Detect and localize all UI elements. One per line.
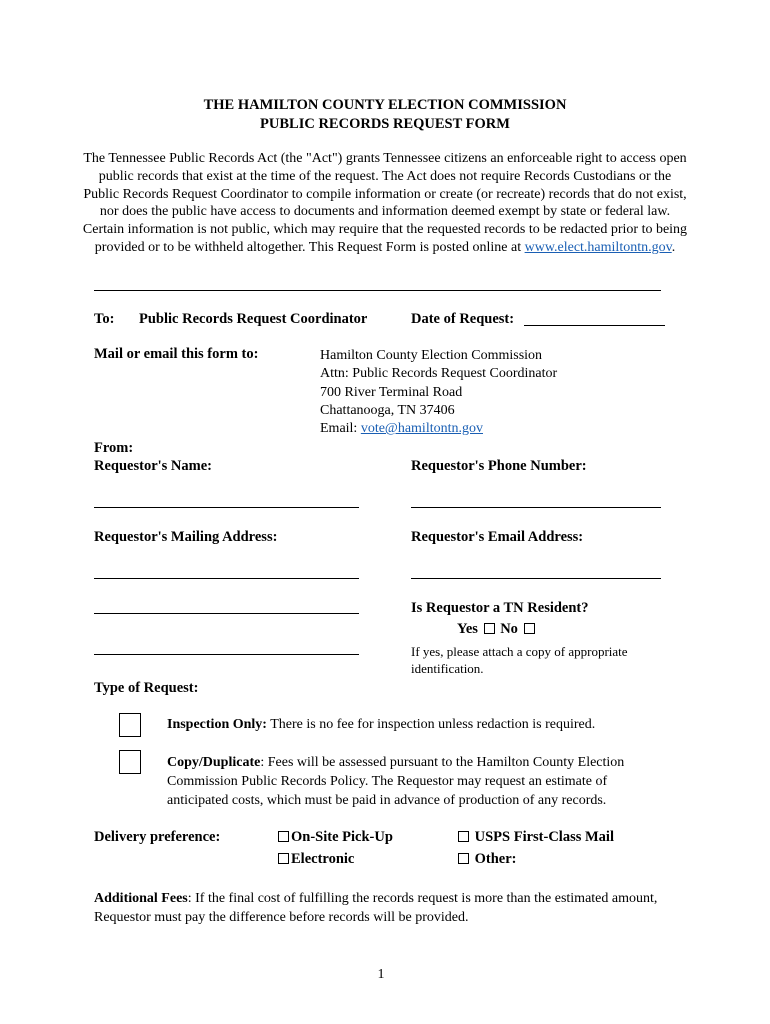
usps-label: USPS First-Class Mail: [474, 829, 614, 845]
electronic-checkbox[interactable]: [278, 853, 289, 864]
copy-title: Copy/Duplicate: [167, 755, 261, 770]
delivery-usps[interactable]: [456, 829, 614, 846]
page-number: 1: [377, 967, 385, 982]
form-title-line1: THE HAMILTON COUNTY ELECTION COMMISSION: [203, 97, 567, 113]
yes-checkbox[interactable]: [484, 623, 495, 634]
electronic-label: Electronic: [291, 851, 355, 867]
mail-line: 700 River Terminal Road: [320, 384, 463, 400]
inspection-text: There is no fee for inspection unless redaction is required.: [266, 717, 596, 732]
mail-address-block: [320, 347, 557, 438]
delivery-electronic[interactable]: [276, 851, 354, 868]
copy-checkbox[interactable]: [119, 750, 141, 774]
fees-title: Additional Fees: [94, 891, 188, 906]
to-value: Public Records Request Coordinator: [139, 311, 368, 327]
website-link[interactable]: www.elect.hamiltontn.gov: [524, 239, 672, 255]
email-label: Email:: [320, 421, 361, 437]
email-field-label: Requestor's Email Address:: [411, 529, 584, 545]
resident-question: Is Requestor a TN Resident?: [411, 600, 589, 616]
inspection-option: [167, 715, 667, 734]
onsite-checkbox[interactable]: [278, 831, 289, 842]
yes-label: Yes: [457, 621, 478, 637]
request-type-label: Type of Request:: [94, 680, 199, 696]
other-label: Other:: [474, 851, 517, 867]
usps-checkbox[interactable]: [458, 831, 469, 842]
address-field-3[interactable]: [94, 654, 359, 655]
onsite-label: On-Site Pick-Up: [291, 829, 393, 845]
mail-line: Hamilton County Election Commission: [320, 348, 543, 363]
other-checkbox[interactable]: [458, 853, 469, 864]
delivery-label: Delivery preference:: [94, 829, 221, 845]
no-label: No: [500, 621, 518, 637]
from-label: From:: [94, 440, 134, 456]
copy-text: : Fees will be assessed pursuant to the Hamilton County Election Commission Public Records Policy. The Requestor may request an estimate of anticipated costs, which must be paid in advance of production of any records.: [167, 755, 625, 808]
name-field[interactable]: [94, 507, 359, 508]
date-field[interactable]: [524, 325, 665, 326]
mail-email-line: [320, 420, 557, 438]
phone-label: Requestor's Phone Number:: [411, 458, 587, 474]
email-link[interactable]: vote@hamiltontn.gov: [360, 421, 483, 437]
intro-tail: .: [671, 239, 676, 255]
mail-label: Mail or email this form to:: [94, 346, 259, 362]
resident-options: [457, 621, 537, 638]
form-title-line2: PUBLIC RECORDS REQUEST FORM: [260, 116, 510, 132]
email-field[interactable]: [411, 578, 661, 579]
address-label: Requestor's Mailing Address:: [94, 529, 278, 545]
phone-field[interactable]: [411, 507, 661, 508]
mail-line: Chattanooga, TN 37406: [320, 402, 455, 418]
delivery-onsite[interactable]: [276, 829, 393, 846]
to-label: To:: [94, 311, 115, 327]
resident-note: If yes, please attach a copy of appropriate identification.: [411, 644, 628, 676]
name-label: Requestor's Name:: [94, 458, 212, 474]
address-field-2[interactable]: [94, 613, 359, 614]
fees-text: : If the final cost of fulfilling the records request is more than the estimated amount, Requestor must pay the difference before records will be provided.: [94, 891, 658, 925]
address-field-1[interactable]: [94, 578, 359, 579]
mail-line: Attn: Public Records Request Coordinator: [320, 366, 558, 382]
inspection-title: Inspection Only:: [167, 717, 267, 732]
delivery-other[interactable]: [456, 851, 517, 868]
copy-option: [167, 753, 667, 810]
intro-text: The Tennessee Public Records Act (the "Act") grants Tennessee citizens an enforceable right to access open public records that exist at the time of the request. The Act does not require Records Custodians or the Public Records Request Coordinator to compile information or create (or recreate) records that do not exist, nor does the public have access to documents and information deemed exempt by state or federal law. Certain information is not public, which may require that the requested records to be redacted prior to being provided or to be withheld altogether. This Request Form is posted online at: [82, 151, 688, 255]
divider: [94, 290, 661, 291]
inspection-checkbox[interactable]: [119, 713, 141, 737]
intro-paragraph: [80, 150, 690, 257]
additional-fees: [94, 889, 664, 927]
date-label: Date of Request:: [411, 311, 515, 327]
no-checkbox[interactable]: [524, 623, 535, 634]
